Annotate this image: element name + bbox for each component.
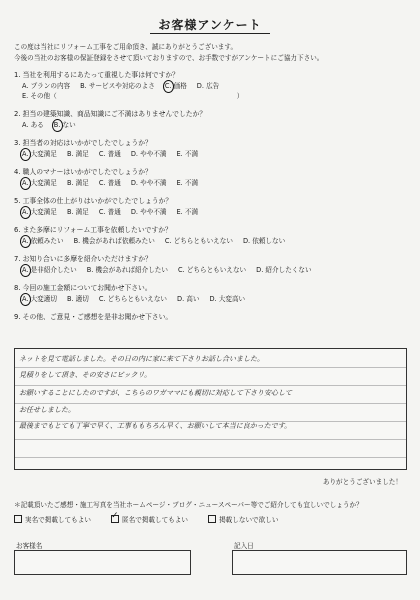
page-title: お客様アンケート	[158, 18, 262, 32]
option-label: C. どちらともいえない	[164, 237, 233, 245]
option-label: C. 普通	[98, 150, 121, 158]
intro-line: 今後の当社のお客様の保証登録をさせて頂いておりますので、お手数ですがアンケートにご協力下さい。	[14, 54, 324, 62]
selected-circle-icon	[20, 148, 31, 161]
answer-option[interactable]	[67, 207, 89, 217]
option-label: ）	[236, 92, 244, 100]
question-4: 4. 職人のマナーはいかがでしたでしょうか？	[14, 168, 152, 176]
ruled-line	[15, 457, 406, 458]
answer-option[interactable]	[131, 207, 167, 217]
option-label: A. ある	[22, 121, 44, 129]
answer-option[interactable]	[99, 149, 121, 159]
answer-row	[22, 294, 255, 304]
date-label: 記入日	[234, 542, 254, 550]
consent-option-real-name[interactable]	[14, 516, 91, 524]
handwritten-comment: ネットを見て電話しました。その日の内に家に来て下さりお話し合いました。	[19, 355, 264, 363]
title-underline	[150, 33, 270, 34]
ruled-line	[15, 403, 406, 404]
handwritten-comment: 最後までもとても丁寧で早く、工事ももちろん早く、お願いして本当に良かったです。	[19, 422, 292, 430]
option-label: C. 普通	[98, 179, 121, 187]
question-1: 1. 当社を利用するにあたって重視した事は何ですか？	[14, 71, 179, 79]
selected-circle-icon	[20, 293, 31, 306]
checked-checkbox-icon[interactable]	[111, 515, 119, 523]
answer-option[interactable]	[178, 265, 246, 275]
option-label: B. 機会があれば紹介したい	[86, 266, 168, 274]
answer-option[interactable]	[22, 149, 57, 159]
answer-option[interactable]	[67, 294, 89, 304]
option-label: A. 依頼みたい	[22, 237, 64, 245]
option-label: D. 高い	[177, 295, 200, 303]
selected-circle-icon	[20, 264, 31, 277]
answer-option[interactable]	[99, 178, 121, 188]
answer-option[interactable]	[67, 178, 89, 188]
answer-option[interactable]	[80, 81, 155, 91]
question-3: 3. 担当者の対応はいかがでしたでしょうか？	[14, 139, 152, 147]
checkbox-icon[interactable]	[208, 515, 216, 523]
option-label: D. やや不満	[130, 179, 167, 187]
option-label: D. 広告	[196, 82, 220, 90]
question-2: 2. 担当の建築知識、商品知識にご不満はありませんでしたか？	[14, 110, 207, 118]
answer-option[interactable]	[22, 236, 64, 246]
option-label: D. 大変高い	[209, 295, 246, 303]
answer-option[interactable]	[177, 149, 199, 159]
date-field[interactable]	[232, 550, 407, 575]
question-5: 5. 工事全体の仕上がりはいかがでしたでしょうか？	[14, 197, 173, 205]
answer-option[interactable]	[22, 120, 44, 130]
answer-option[interactable]	[165, 81, 187, 91]
answer-option[interactable]	[22, 207, 57, 217]
question-7: 7. お知り合いに多摩を紹介いただけますか？	[14, 255, 152, 263]
answer-option[interactable]	[197, 81, 219, 91]
option-label: C. どちらともいえない	[98, 295, 168, 303]
option-label: B. サービスや対応のよさ	[80, 82, 155, 90]
option-label: D. やや不満	[130, 208, 167, 216]
consent-label: 匿名で掲載してもよい	[122, 516, 188, 524]
answer-option[interactable]	[131, 178, 167, 188]
option-label: A. 是非紹介したい	[22, 266, 77, 274]
option-label: A. 大変満足	[22, 179, 57, 187]
option-label: A. プランの内容	[22, 82, 71, 90]
answer-option[interactable]	[22, 178, 57, 188]
answer-row	[22, 236, 295, 246]
selected-circle-icon	[20, 235, 31, 248]
answer-option[interactable]	[131, 149, 167, 159]
option-label: A. 大変満足	[22, 208, 57, 216]
answer-row	[22, 265, 322, 275]
selected-circle-icon	[52, 119, 63, 132]
answer-row	[22, 149, 208, 159]
answer-option[interactable]	[209, 294, 245, 304]
option-label: A. 大変満足	[22, 150, 57, 158]
answer-row	[22, 178, 208, 188]
customer-name-field[interactable]	[14, 550, 191, 575]
question-6: 6. また多摩にリフォーム工事を依頼したいですか？	[14, 226, 172, 234]
intro-text	[14, 42, 323, 64]
selected-circle-icon	[20, 177, 31, 190]
consent-option-anonymous[interactable]	[111, 516, 188, 524]
answer-option[interactable]	[177, 178, 199, 188]
ruled-line	[15, 439, 406, 440]
consent-option-decline[interactable]	[208, 516, 278, 524]
publication-question: ＊記載頂いたご感想・施工写真を当社ホームページ・ブログ・ニュースペーパー等でご紹介しても宜しいでしょうか？	[14, 501, 363, 509]
answer-option[interactable]	[165, 236, 233, 246]
answer-option[interactable]	[67, 149, 89, 159]
handwritten-comment: 見積りをして頂き、その安さにビックリ。	[19, 371, 152, 379]
ruled-line	[15, 367, 406, 368]
answer-row	[22, 81, 229, 91]
consent-options	[14, 514, 278, 524]
question-8: 8. 今回の施工金額についてお聞かせ下さい。	[14, 284, 152, 292]
handwritten-comment: お任せしました。	[19, 406, 75, 414]
option-label: B. 満足	[66, 208, 89, 216]
answer-option[interactable]	[74, 236, 155, 246]
answer-option[interactable]	[87, 265, 168, 275]
option-label: D. 紹介したくない	[256, 266, 312, 274]
answer-option[interactable]	[177, 207, 199, 217]
option-label: E. 不満	[176, 150, 199, 158]
answer-option[interactable]	[22, 294, 57, 304]
consent-label: 実名で掲載してもよい	[25, 516, 91, 524]
answer-option[interactable]	[22, 91, 57, 101]
answer-option[interactable]	[54, 120, 76, 130]
thanks-text: ありがとうございました！	[322, 478, 402, 486]
intro-line: この度は当社にリフォーム工事をご用命頂き、誠にありがとうございます。	[14, 43, 238, 51]
answer-option[interactable]	[243, 236, 285, 246]
answer-option[interactable]	[177, 294, 199, 304]
ruled-line	[15, 385, 406, 386]
option-label: B. 満足	[66, 179, 89, 187]
answer-option[interactable]	[237, 91, 244, 101]
option-label: A. 大変適切	[22, 295, 57, 303]
handwritten-comment: お願いすることにしたのですが、こちらのワガママにも親切に対応して下さり安心して	[19, 389, 292, 397]
option-label: B. ない	[53, 121, 76, 129]
checkbox-icon[interactable]	[14, 515, 22, 523]
option-label: D. やや不満	[130, 150, 167, 158]
answer-row	[22, 91, 253, 101]
option-label: D. 依頼しない	[242, 237, 286, 245]
answer-option[interactable]	[99, 207, 121, 217]
comment-box[interactable]	[14, 348, 407, 470]
customer-name-label: お客様名	[16, 542, 43, 550]
answer-option[interactable]	[22, 265, 77, 275]
option-label: E. 不満	[176, 208, 199, 216]
option-label: C. どちらともいえない	[178, 266, 247, 274]
option-label: E. その他（	[22, 92, 57, 100]
answer-row	[22, 207, 208, 217]
option-label: E. 不満	[176, 179, 199, 187]
answer-option[interactable]	[22, 81, 70, 91]
question-9: 9. その他、ご意見・ご感想を是非お聞かせ下さい。	[14, 313, 173, 321]
answer-option[interactable]	[256, 265, 311, 275]
option-label: C. 価格	[164, 82, 187, 90]
selected-circle-icon	[20, 206, 31, 219]
option-label: B. 満足	[66, 150, 89, 158]
option-label: B. 機会があれば依頼みたい	[73, 237, 155, 245]
consent-label: 掲載しないで欲しい	[219, 516, 279, 524]
option-label: C. 普通	[98, 208, 121, 216]
option-label: B. 適切	[66, 295, 89, 303]
answer-option[interactable]	[99, 294, 167, 304]
answer-row	[22, 120, 86, 130]
